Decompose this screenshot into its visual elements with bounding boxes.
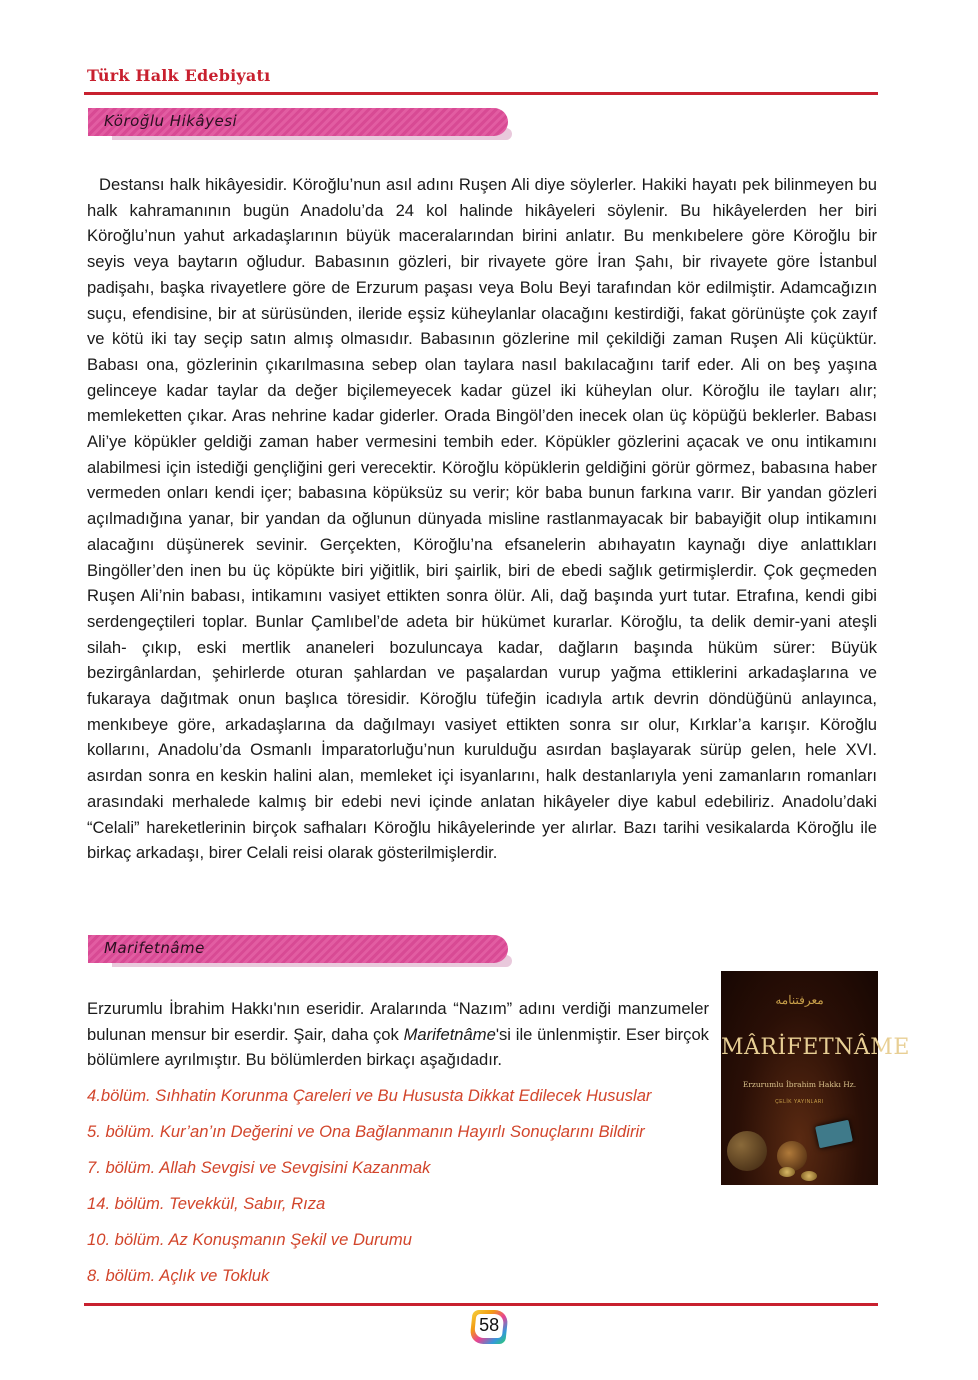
chapter-item: 7. bölüm. Allah Sevgisi ve Sevgisini Kazanmak — [87, 1158, 431, 1177]
chapter-item: 5. bölüm. Kur’an’ın Değerini ve Ona Bağlanmanın Hayırlı Sonuçlarını Bildirir — [87, 1122, 645, 1141]
book-cover-image — [721, 971, 910, 1185]
header-rule — [84, 92, 878, 95]
coin-illustration — [801, 1171, 817, 1181]
coin-illustration — [779, 1167, 795, 1177]
intro-text: Erzurumlu İbrahim Hakkı'nın eseridir. Aralarında “Nazım” adını verdiği manzumeler bulunan mensur bir eserdir. Şair, daha çok — [87, 999, 709, 1044]
page-number-badge — [469, 1310, 509, 1344]
page-number: 58 — [479, 1315, 500, 1335]
chapter-item: 4.bölüm. Sıhhatin Korunma Çareleri ve Bu Hususta Dikkat Edilecek Hususlar — [87, 1086, 652, 1105]
marifetname-intro — [87, 996, 709, 1073]
chapter-list — [87, 1083, 651, 1299]
footer-rule — [84, 1303, 878, 1306]
koroglu-paragraph: Destansı halk hikâyesidir. Köroğlu’nun asıl adını Ruşen Ali diye söylerler. Hakiki hayatı pek bilinmeyen bu halk kahramanının bugün Anadolu’da 24 kol halinde hikâyeleri söylenir. Bu hikâyelerden her biri Köroğlu’nun yahut arkadaşlarının büyük maceralarından birini anlatır. Bu menkıbelere göre Köroğlu bir seyis veya baytarın oğludur. Babasının gözleri, bir rivayete göre İran Şahı, bir rivayete göre İstanbul padişahı, başka rivayetlere göre de Erzurum paşası veya Bolu Beyi tarafından kör edilmiştir. Adamcağızın suçu, efendisine, bir at sürüsünden, ileride eşsiz küheylanlar olacağını kestirdiği, fakat görünüşte çok zayıf ve kötü iki tay seçip satın almış olmasıdır. Babasının gözlerine mil çekildiği zaman Ruşen Ali küçüktür. Babası ona, gözlerinin çıkarılmasına sebep olan taylara nasıl bakılacağını tarif eder. Ali on beş yaşına gelinceye kadar taylar da değer biçilemeyecek kadar güzel iki küheylan olur. Köroğlu ile tayları alır; memleketten çıkar. Aras nehrine kadar giderler. Orada Bingöl’den inecek olan üç köpüğü beklerler. Babası Ali’ye köpükler geldiği zaman haber vermesini tembih eder. Köpükler gözlerini açacak ve onu intikamını alabilmesi için istediği gençliğini geri verecektir. Köroğlu köpüklerin geldiğini görür görmez, babasına haber vermeden onları kendi içer; babasına köpüksüz su verir; kör baba bunun farkına varır. Bir yandan gözleri açılmadığına yanar, bir yandan da oğlunun dünyada misline rastlanmayacak bir babayiğit olup intikamını alacağını düşünerek sevinir. Gerçekten, Köroğlu’na efsanelerin abıhayatın kaynağı diye anlattıkları Bingöller’den inen bu üç köpükte biri yiğitlik, biri şairlik, biri de ebedi sağlık getirmişlerdir. Çok geçmeden Ruşen Ali’nin babası, intikamını vasiyet ettikten sonra ölür. Ali, dağ başında yurt tutar. Etrafına, kendi gibi serdengeçtileri toplar. Bunlar Çamlıbel’de adeta bir hükümet kurarlar. Köroğlu, ta delik demir-yani ateşli silah- çıkıp, eski mertlik ananeleri bozuluncaya kadar, dağların başında hüküm sürer: Büyük bezirgânlardan, şehirlerde oturan şahlardan ve paşalardan vurup yağma ettiklerini arkadaşlarına ve fukaraya dağıtmak onun başlıca töresidir. Köroğlu tüfeğin icadıyla artık devrin döndüğünü anlayınca, menkıbeye göre, arkadaşlarına da dağılmayı vasiyet ettikten sonra sır olur, Kırklar’a karışır. Köroğlu kollarını, Anadolu’da Osmanlı İmparatorluğu’nun kurulduğu asırdan başlayarak sürüp gelen, hele XVI. asırdan sonra en keskin halini alan, memleket içi isyanlarını, halk destanlarıyla yeni zamanların romanları arasındaki merhalede kalmış bir edebi nevi içinde anlatan hikâyeler diye kabul edebiliriz. Anadolu’daki “Celali” hareketlerinin birçok safhaları Köroğlu hikâyelerinde yer alırlar. Bazı tarihi vesikalarda Köroğlu ile birkaç arkadaşı, birer Celali reisi olarak gösterilmişlerdir. — [87, 175, 877, 863]
cover-author: Erzurumlu İbrahim Hakkı Hz. — [742, 1080, 857, 1089]
pot-illustration — [777, 1141, 807, 1171]
running-head: Türk Halk Edebiyatı — [87, 66, 271, 85]
section-heading: Köroğlu Hikâyesi — [104, 112, 238, 130]
globe-illustration — [727, 1131, 767, 1171]
intro-book-title: Marifetnâme — [403, 1024, 496, 1044]
cover-publisher: ÇELİK YAYINLARI — [775, 1099, 824, 1105]
cover-ornament: ﻣﻌﺮﻓﺘﻨﺎﻣﻪ — [775, 993, 824, 1007]
book-illustration — [815, 1120, 853, 1149]
chapter-item: 14. bölüm. Tevekkül, Sabır, Rıza — [87, 1194, 326, 1213]
section-banner-koroglu — [88, 108, 510, 138]
intro-text: 'si ile ünlenmiştir. Eser birçok bölümlere ayrılmıştır. Bu bölümlerden birkaçı aşağıdadır. — [87, 1024, 709, 1070]
chapter-item: 8. bölüm. Açlık ve Tokluk — [87, 1266, 270, 1285]
chapter-item: 10. bölüm. Az Konuşmanın Şekil ve Durumu — [87, 1230, 412, 1249]
section-banner-marifetname — [88, 935, 510, 965]
section-heading: Marifetnâme — [104, 939, 205, 957]
cover-title: MÂRİFETNÂME — [721, 1035, 910, 1060]
